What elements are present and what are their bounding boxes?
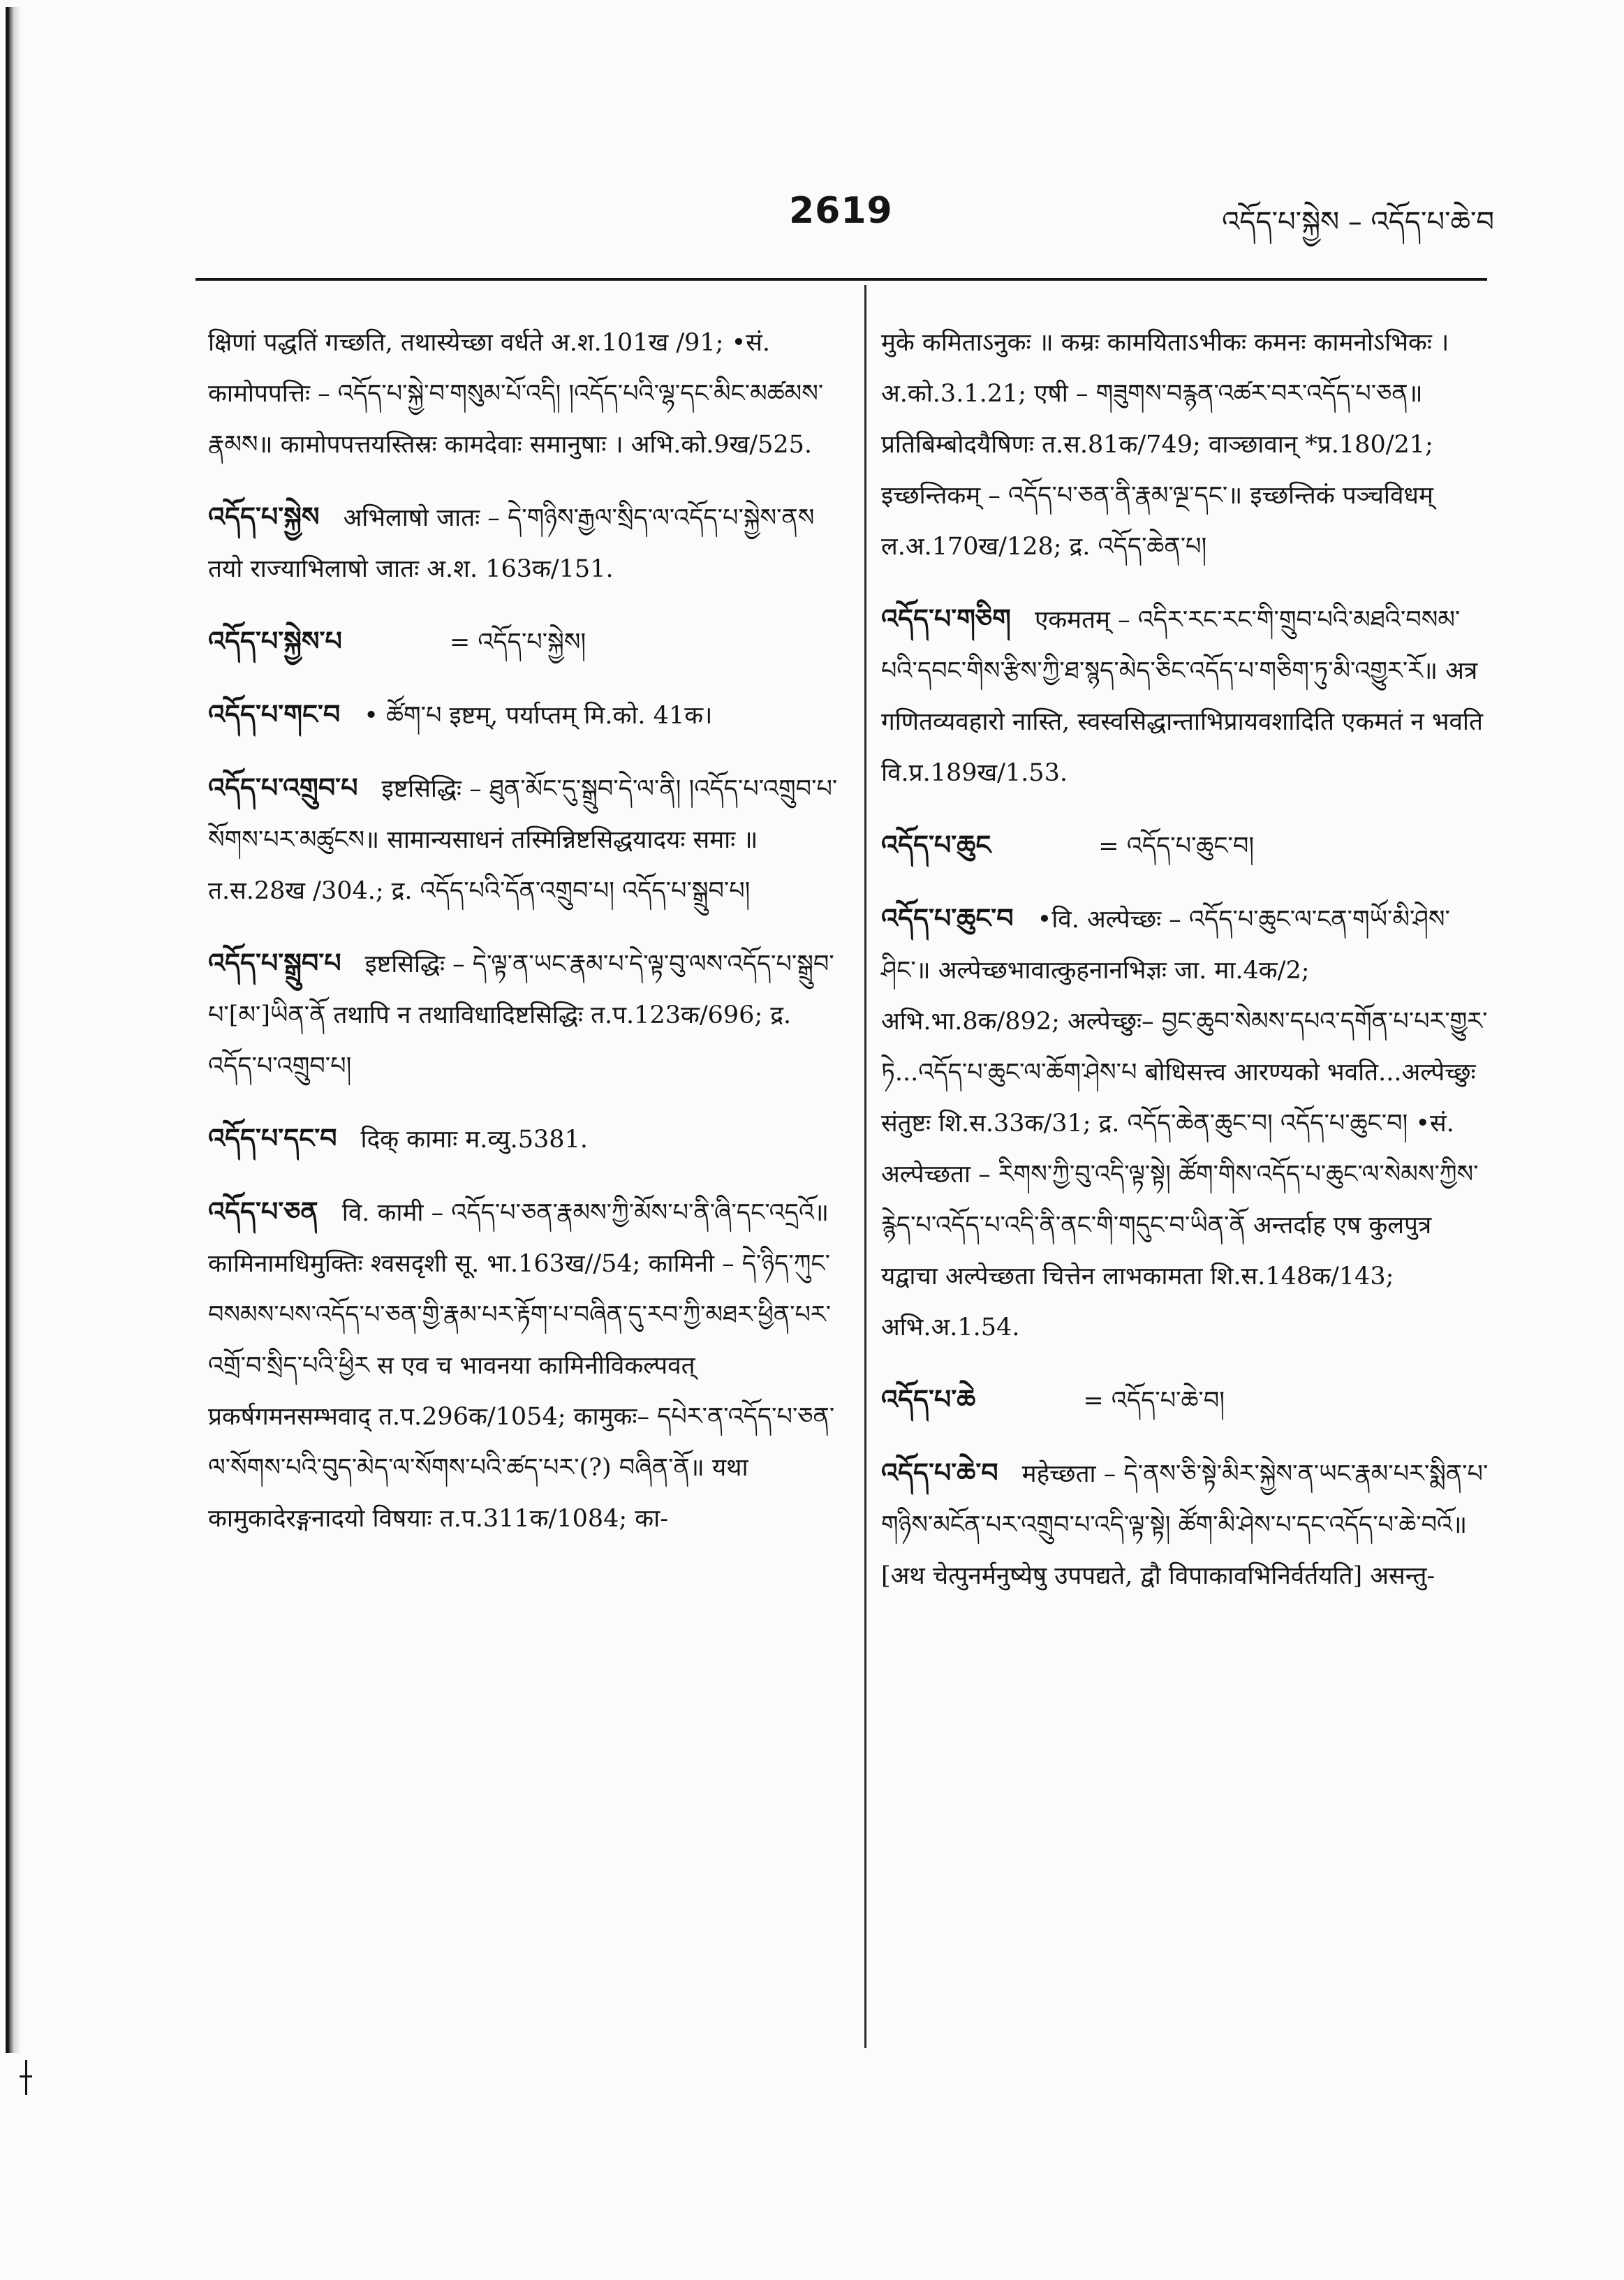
dictionary-entry (881, 594, 1489, 799)
column-divider (864, 285, 866, 2048)
entry-definition: महेच्छता – དེ་ནས་ཅི་སྟེ་མིར་སྐྱེས་ན་ཡང་རྣམ་པར་སྨིན་པ་གཉིས་མངོན་པར་འགྲུབ་པ་འདི་ལྟ་སྟེ། ཚོག་མི་ཤེས་པ་དང་འདོད་པ་ཆེ་བའོ॥ [अथ चेत्पुनर्मनुष्येषु उपपद्यते, द्वौ विपाकावभिनिर्वर्तयति] असन्तु- (881, 1460, 1489, 1590)
dictionary-entry (208, 1186, 843, 1545)
entry-definition: •वि. अल्पेच्छः – འདོད་པ་ཆུང་ལ་ངན་གཡོ་མི་ཤེས་ཤིང་॥ अल्पेच्छभावात्कुहनानभिज्ञः जा. मा.4क/2; अभि.भा.8क/892; अल्पेच्छुः– བྱང་ཆུབ་སེམས་དཔའ་དགོན་པ་པར་གྱུར་ཏེ...འདོད་པ་ཆུང་ལ་ཆོག་ཤེས་པ बोधिसत्त्व आरण्यको भवति...अल्पेच्छुः संतुष्टः शि.स.33क/31; द्र. འདོད་ཆེན་ཆུང་བ། འདོད་པ་ཆུང་བ། •सं. अल्पेच्छता – རིགས་ཀྱི་བུ་འདི་ལྟ་སྟེ། ཚོག་གིས་འདོད་པ་ཆུང་ལ་སེམས་ཀྱིས་རྙེད་པ་འདོད་པ་འདི་ནི་ནང་གི་གདུང་བ་ཡིན་ནོ अन्तर्दाह एष कुलपुत्र यद्वाचा अल्पेच्छता चित्तेन लाभकामता शि.स.148क/143; अभि.अ.1.54. (881, 906, 1488, 1341)
entry-definition: एकमतम् – འདིར་རང་རང་གི་གྲུབ་པའི་མཐའི་བསམ་པའི་དབང་གིས་རྩིས་ཀྱི་ཐ་སྙད་མེད་ཅིང་འདོད་པ་གཅིག་ཏུ་མི་འགྱུར་རོ॥ अत्र गणितव्यवहारो नास्ति, स्वस्वसिद्धान्ताभिप्रायवशादिति एकमतं न भवति वि.प्र.189ख/1.53. (881, 606, 1483, 787)
entry-definition: अभिलाषो जातः – དེ་གཉིས་རྒྱལ་སྲིད་ལ་འདོད་པ་སྐྱེས་ནས तयो राज्याभिलाषो जातः अ.श. 163क/151. (208, 504, 815, 583)
dictionary-entry (881, 893, 1489, 1353)
entry-headword: འདོད་པ་ཅན (208, 1196, 318, 1227)
entry-headword: འདོད་པ་ཆེ (881, 1384, 976, 1415)
entry-definition: इष्टसिद्धिः – དེ་ལྟ་ན་ཡང་རྣམ་པ་དེ་ལྟ་བུ་ལས་འདོད་པ་སྒྲུབ་པ་[མ་]ཡིན་ནོ तथापि न तथाविधादिष्टसिद्धिः त.प.123क/696; द्र. འདོད་པ་འགྲུབ་པ། (208, 950, 834, 1080)
entry-cross-reference: = འདོད་པ་སྐྱེས། (449, 628, 586, 656)
dictionary-entry (881, 1448, 1489, 1602)
entry-definition: वि. कामी – འདོད་པ་ཅན་རྣམས་ཀྱི་མོས་པ་ནི་ཞི་དང་འདྲའོ॥ कामिनामधिमुक्तिः श्वसदृशी सू. भा.163ख//54; कामिनी – དེ་ཉིད་ཀུང་བསམས་པས་འདོད་པ་ཅན་གྱི་རྣམ་པར་རྟོག་པ་བཞིན་དུ་རབ་ཀྱི་མཐར་ཕྱིན་པར་འགྲོ་བ་སྲིད་པའི་ཕྱིར स एव च भावनया कामिनीविकल्पवत् प्रकर्षगमनसम्भवाद् त.प.296क/1054; कामुकः– དཔེར་ན་འདོད་པ་ཅན་ལ་སོགས་པའི་བུད་མེད་ལ་སོགས་པའི་ཚད་པར་(?) བཞིན་ནོ॥ यथा कामुकादेरङ्गनादयो विषयाः त.प.311क/1084; का- (208, 1199, 835, 1533)
continuation-text: मुके कमिताऽनुकः ॥ कम्रः कामयिताऽभीकः कमनः कामनोऽभिकः । अ.को.3.1.21; एषी – གཟུགས་བརྙན་འཚར་བར་འདོད་པ་ཅན॥ प्रतिबिम्बोदयैषिणः त.स.81क/749; वाञ्छावान् *प्र.180/21; इच्छन्तिकम् – འདོད་པ་ཅན་ནི་རྣམ་ལྔ་དང་॥ इच्छन्तिकं पञ्चविधम् ल.अ.170ख/128; द्र. འདོད་ཆེན་པ། (881, 329, 1449, 561)
binding-edge (6, 7, 21, 2053)
entry-headword: འདོད་པ་ཆུང་བ (881, 903, 1014, 934)
dictionary-entry (208, 689, 843, 742)
dictionary-entry (881, 1374, 1489, 1427)
dictionary-entry (208, 1113, 843, 1165)
entry-definition: इष्टसिद्धिः – ཐུན་མོང་དུ་སྒྲུབ་དེ་ལ་ནི། །འདོད་པ་འགྲུབ་པ་སོགས་པར་མཚུངས॥ सामान्यसाधनं तस्मिन्निष्टसिद्धयादयः समाः ॥ त.स.28ख /304.; द्र. འདོད་པའི་དོན་འགྲུབ་པ། འདོད་པ་སྒྲུབ་པ། (208, 775, 838, 905)
entry-definition: दिक् कामाः म.व्यु.5381. (360, 1126, 588, 1154)
entry-definition: • ཚོག་པ इष्टम्, पर्याप्तम् मि.को. 41क। (364, 702, 713, 730)
entry-headword: འདོད་པ་སྐྱེས (208, 501, 320, 532)
page-number: 2619 (789, 190, 893, 232)
left-column (208, 318, 843, 1566)
entry-headword: འདོད་པ་སྐྱེས་པ (208, 626, 342, 656)
dictionary-entry (208, 938, 843, 1092)
entry-headword: འདོད་པ་འགྲུབ་པ (208, 772, 358, 803)
right-column (881, 318, 1489, 1623)
crop-mark (20, 2060, 32, 2095)
entry-headword: འདོད་པ་དང་བ (208, 1123, 337, 1154)
entry-cross-reference: = འདོད་པ་ཆེ་བ། (1083, 1387, 1225, 1415)
dictionary-entry (208, 763, 843, 917)
entry-cross-reference: = འདོད་པ་ཆུང་བ། (1098, 832, 1255, 860)
dictionary-entry (208, 492, 843, 595)
entry-headword: འདོད་པ་གང་བ (208, 699, 341, 730)
entry-headword: འདོད་པ་སྒྲུབ་པ (208, 948, 341, 978)
header-rule (195, 278, 1487, 281)
entry-headword: འདོད་པ་ཆུང (881, 830, 991, 860)
dictionary-entry (881, 820, 1489, 872)
running-head: འདོད་པ་སྐྱེས – འདོད་པ་ཆེ་བ (1222, 206, 1494, 238)
dictionary-entry (208, 616, 843, 668)
entry-headword: འདོད་པ་གཅིག (881, 603, 1011, 634)
entry-headword: འདོད་པ་ཆེ་བ (881, 1457, 998, 1488)
continuation-text: क्षिणां पद्धतिं गच्छति, तथास्येच्छा वर्धते अ.श.101ख /91; •सं. कामोपपत्तिः – འདོད་པ་སྐྱེ་བ་གསུམ་པོ་འདི། །འདོད་པའི་ལྷ་དང་མིང་མཚམས་རྣམས॥ कामोपपत्तयस्तिस्रः कामदेवाः समानुषाः । अभि.को.9ख/525. (208, 329, 824, 459)
